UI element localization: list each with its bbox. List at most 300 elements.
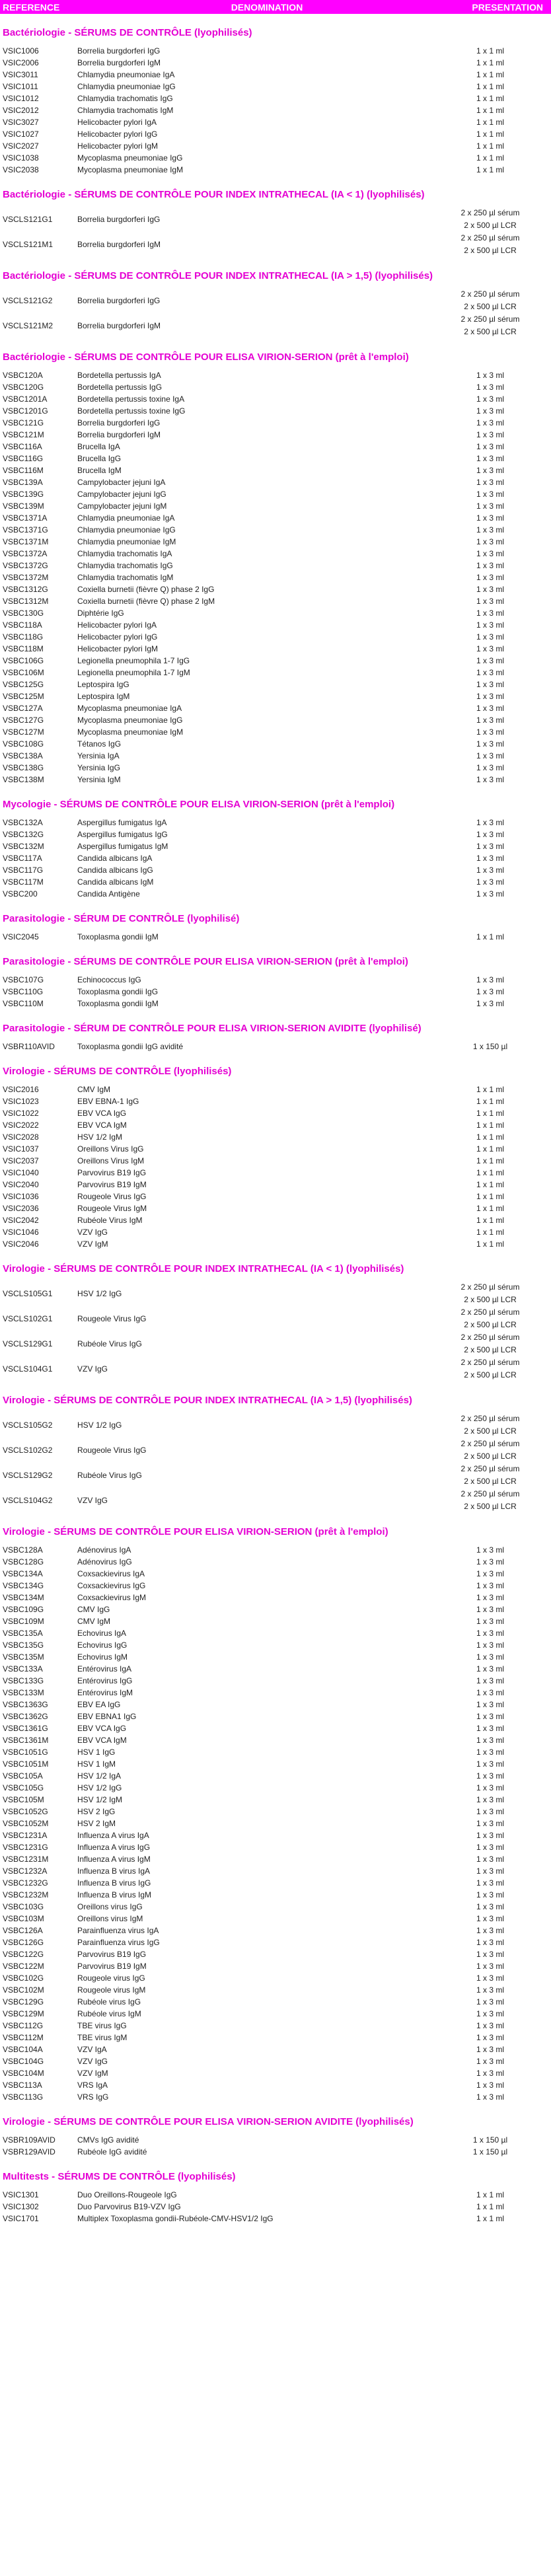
product-row bbox=[0, 405, 551, 417]
product-denomination: EBV VCA IgM bbox=[77, 1121, 127, 1130]
product-row bbox=[0, 1488, 551, 1513]
product-reference: VSIC1037 bbox=[3, 1144, 39, 1154]
product-presentation bbox=[447, 1331, 533, 1356]
product-denomination: Mycoplasma pneumoniae IgG bbox=[77, 716, 183, 725]
product-presentation: 1 x 3 ml bbox=[476, 1617, 504, 1626]
product-reference: VSIC1022 bbox=[3, 1109, 39, 1118]
table-header bbox=[0, 0, 551, 14]
product-presentation bbox=[447, 288, 533, 313]
product-denomination: Aspergillus fumigatus IgA bbox=[77, 818, 167, 827]
product-denomination: Coxiella burnetii (fièvre Q) phase 2 IgM bbox=[77, 597, 215, 606]
product-row bbox=[0, 313, 551, 338]
product-row bbox=[0, 1806, 551, 1818]
product-row bbox=[0, 2091, 551, 2103]
product-row bbox=[0, 140, 551, 152]
product-reference: VSBC133A bbox=[3, 1664, 43, 1674]
product-presentation bbox=[447, 232, 533, 257]
product-row bbox=[0, 1722, 551, 1734]
product-presentation: 1 x 1 ml bbox=[476, 1085, 504, 1094]
product-reference: VSBC117A bbox=[3, 854, 42, 863]
product-presentation: 1 x 3 ml bbox=[476, 1926, 504, 1935]
product-reference: VSCLS121M2 bbox=[3, 321, 54, 330]
product-reference: VSBC1051G bbox=[3, 1748, 48, 1757]
product-reference: VSBC132M bbox=[3, 842, 44, 851]
header-presentation: PRESENTATION bbox=[472, 1, 543, 13]
presentation-serum: 2 x 250 µl sérum bbox=[460, 1358, 520, 1367]
presentation-lcr: 2 x 500 µl LCR bbox=[464, 1502, 517, 1511]
product-row bbox=[0, 2201, 551, 2213]
presentation-lcr: 2 x 500 µl LCR bbox=[464, 327, 517, 336]
product-presentation: 1 x 3 ml bbox=[476, 1748, 504, 1757]
product-reference: VSBC132G bbox=[3, 830, 44, 839]
product-presentation: 1 x 1 ml bbox=[476, 1156, 504, 1165]
product-reference: VSBC1231A bbox=[3, 1831, 48, 1840]
product-denomination: Helicobacter pylori IgA bbox=[77, 620, 157, 630]
product-reference: VSBC133G bbox=[3, 1676, 44, 1685]
product-reference: VSBC105A bbox=[3, 1771, 43, 1781]
product-reference: VSCLS129G1 bbox=[3, 1339, 53, 1348]
product-reference: VSBC138M bbox=[3, 775, 44, 784]
product-denomination: TBE virus IgM bbox=[77, 2033, 128, 2042]
header-reference: REFERENCE bbox=[3, 1, 60, 13]
product-presentation: 1 x 3 ml bbox=[476, 854, 504, 863]
product-row bbox=[0, 1782, 551, 1794]
product-presentation: 1 x 3 ml bbox=[476, 1973, 504, 1983]
product-reference: VSBC130G bbox=[3, 608, 44, 618]
product-reference: VSIC1012 bbox=[3, 94, 39, 103]
product-denomination: Mycoplasma pneumoniae IgA bbox=[77, 704, 182, 713]
product-row bbox=[0, 1699, 551, 1711]
product-row bbox=[0, 92, 551, 104]
product-denomination: HSV 1 IgG bbox=[77, 1748, 116, 1757]
section-title: Multitests - SÉRUMS DE CONTRÔLE (lyophilisés) bbox=[3, 2171, 236, 2182]
product-presentation: 1 x 3 ml bbox=[476, 383, 504, 392]
product-row bbox=[0, 81, 551, 92]
product-row bbox=[0, 1734, 551, 1746]
product-row bbox=[0, 1084, 551, 1095]
product-presentation: 1 x 1 ml bbox=[476, 46, 504, 55]
product-row bbox=[0, 1568, 551, 1580]
product-presentation: 1 x 3 ml bbox=[476, 1700, 504, 1709]
product-row bbox=[0, 1592, 551, 1603]
product-row bbox=[0, 207, 551, 232]
product-reference: VSBC129M bbox=[3, 2009, 44, 2018]
product-reference: VSBC129G bbox=[3, 1997, 44, 2006]
product-row bbox=[0, 1281, 551, 1306]
product-denomination: HSV 1/2 IgG bbox=[77, 1289, 122, 1298]
product-denomination: Helicobacter pylori IgM bbox=[77, 644, 159, 653]
product-denomination: Rubéole virus IgG bbox=[77, 1997, 141, 2006]
presentation-lcr: 2 x 500 µl LCR bbox=[464, 1345, 517, 1354]
catalog-section bbox=[0, 945, 551, 1010]
catalog-section bbox=[0, 788, 551, 900]
product-row bbox=[0, 1041, 551, 1052]
product-reference: VSBC133M bbox=[3, 1688, 44, 1697]
product-presentation: 1 x 1 ml bbox=[476, 1144, 504, 1154]
product-reference: VSBC128A bbox=[3, 1545, 43, 1555]
product-denomination: VRS IgG bbox=[77, 2092, 109, 2102]
product-presentation: 1 x 3 ml bbox=[476, 1724, 504, 1733]
product-denomination: Toxoplasma gondii IgG bbox=[77, 987, 159, 996]
product-row bbox=[0, 702, 551, 714]
product-row bbox=[0, 1167, 551, 1179]
product-presentation: 1 x 3 ml bbox=[476, 430, 504, 439]
product-row bbox=[0, 128, 551, 140]
product-reference: VSCLS104G2 bbox=[3, 1496, 53, 1505]
product-denomination: EBV VCA IgG bbox=[77, 1109, 127, 1118]
product-row bbox=[0, 1413, 551, 1438]
product-presentation: 1 x 3 ml bbox=[476, 1866, 504, 1876]
product-denomination: Borrelia burgdorferi IgM bbox=[77, 430, 161, 439]
product-presentation: 1 x 1 ml bbox=[476, 129, 504, 139]
product-denomination: EBV EBNA-1 IgG bbox=[77, 1097, 139, 1106]
product-reference: VSBC116A bbox=[3, 442, 42, 451]
product-reference: VSIC2016 bbox=[3, 1085, 39, 1094]
product-presentation: 1 x 3 ml bbox=[476, 478, 504, 487]
product-presentation: 1 x 1 ml bbox=[476, 1121, 504, 1130]
product-denomination: Coxsackievirus IgM bbox=[77, 1593, 147, 1602]
product-denomination: CMV IgM bbox=[77, 1617, 111, 1626]
product-presentation: 1 x 1 ml bbox=[476, 1216, 504, 1225]
product-presentation: 1 x 3 ml bbox=[476, 987, 504, 996]
product-reference: VSBC120A bbox=[3, 371, 43, 380]
presentation-serum: 2 x 250 µl sérum bbox=[460, 233, 520, 242]
product-reference: VSBC107G bbox=[3, 975, 44, 984]
section-title: Virologie - SÉRUMS DE CONTRÔLE POUR ELISA VIRION-SERION AVIDITE (lyophilisés) bbox=[3, 2116, 414, 2127]
product-presentation: 1 x 3 ml bbox=[476, 2021, 504, 2030]
product-row bbox=[0, 69, 551, 81]
product-presentation: 1 x 1 ml bbox=[476, 1168, 504, 1177]
product-reference: VSIC2037 bbox=[3, 1156, 39, 1165]
product-reference: VSBC110M bbox=[3, 999, 44, 1008]
product-row bbox=[0, 1356, 551, 1381]
product-row bbox=[0, 1627, 551, 1639]
product-presentation: 1 x 3 ml bbox=[476, 2045, 504, 2054]
product-denomination: Diphtérie IgG bbox=[77, 608, 124, 618]
product-row bbox=[0, 864, 551, 876]
product-presentation: 1 x 1 ml bbox=[476, 932, 504, 941]
product-denomination: Aspergillus fumigatus IgM bbox=[77, 842, 168, 851]
product-presentation: 1 x 3 ml bbox=[476, 1878, 504, 1888]
presentation-lcr: 2 x 500 µl LCR bbox=[464, 1370, 517, 1380]
section-title: Virologie - SÉRUMS DE CONTRÔLE POUR INDEX INTRATHECAL (IA > 1,5) (lyophilisés) bbox=[3, 1395, 412, 1406]
product-denomination: Influenza A virus IgM bbox=[77, 1855, 151, 1864]
product-presentation: 1 x 3 ml bbox=[476, 1843, 504, 1852]
product-row bbox=[0, 631, 551, 643]
product-reference: VSBC117G bbox=[3, 865, 44, 875]
product-presentation: 1 x 3 ml bbox=[476, 2033, 504, 2042]
product-reference: VSBC1362G bbox=[3, 1712, 48, 1721]
catalog-section bbox=[0, 341, 551, 786]
product-row bbox=[0, 1865, 551, 1877]
product-denomination: Coxsackievirus IgA bbox=[77, 1569, 145, 1578]
product-presentation: 1 x 3 ml bbox=[476, 608, 504, 618]
product-presentation: 1 x 3 ml bbox=[476, 842, 504, 851]
product-reference: VSIC1006 bbox=[3, 46, 39, 55]
product-reference: VSBC1312M bbox=[3, 597, 49, 606]
product-denomination: Campylobacter jejuni IgA bbox=[77, 478, 166, 487]
product-reference: VSBC112M bbox=[3, 2033, 44, 2042]
product-denomination: Candida albicans IgG bbox=[77, 865, 153, 875]
product-reference: VSBC113G bbox=[3, 2092, 44, 2102]
product-reference: VSIC1046 bbox=[3, 1228, 39, 1237]
product-denomination: Brucella IgA bbox=[77, 442, 120, 451]
product-row bbox=[0, 476, 551, 488]
product-presentation: 1 x 3 ml bbox=[476, 418, 504, 427]
product-presentation: 1 x 3 ml bbox=[476, 1914, 504, 1923]
product-presentation: 1 x 3 ml bbox=[476, 537, 504, 546]
product-row bbox=[0, 583, 551, 595]
product-reference: VSIC1027 bbox=[3, 129, 39, 139]
product-row bbox=[0, 571, 551, 583]
product-reference: VSIC1038 bbox=[3, 153, 39, 163]
product-presentation: 1 x 3 ml bbox=[476, 656, 504, 665]
product-presentation: 1 x 3 ml bbox=[476, 406, 504, 416]
product-reference: VSBC1371G bbox=[3, 525, 48, 534]
product-row bbox=[0, 1889, 551, 1901]
product-presentation: 1 x 3 ml bbox=[476, 1831, 504, 1840]
product-presentation: 1 x 3 ml bbox=[476, 573, 504, 582]
product-presentation: 1 x 3 ml bbox=[476, 2009, 504, 2018]
product-row bbox=[0, 524, 551, 536]
product-row bbox=[0, 888, 551, 900]
product-row bbox=[0, 1758, 551, 1770]
product-presentation: 1 x 1 ml bbox=[476, 1239, 504, 1249]
product-row bbox=[0, 2020, 551, 2032]
product-row bbox=[0, 369, 551, 381]
product-presentation: 1 x 3 ml bbox=[476, 1664, 504, 1674]
product-presentation: 1 x 1 ml bbox=[476, 141, 504, 151]
presentation-lcr: 2 x 500 µl LCR bbox=[464, 221, 517, 230]
product-denomination: Chlamydia pneumoniae IgG bbox=[77, 82, 176, 91]
product-row bbox=[0, 1960, 551, 1972]
product-reference: VSIC2027 bbox=[3, 141, 39, 151]
product-row bbox=[0, 667, 551, 679]
product-presentation: 1 x 3 ml bbox=[476, 371, 504, 380]
product-denomination: HSV 1 IgM bbox=[77, 1759, 116, 1769]
product-denomination: Influenza B virus IgM bbox=[77, 1890, 152, 1899]
product-presentation bbox=[447, 1413, 533, 1438]
product-denomination: Rougeole virus IgG bbox=[77, 1973, 145, 1983]
product-row bbox=[0, 876, 551, 888]
product-presentation: 1 x 3 ml bbox=[476, 632, 504, 642]
product-row bbox=[0, 464, 551, 476]
product-reference: VSBC1052G bbox=[3, 1807, 48, 1816]
product-reference: VSBC1372M bbox=[3, 573, 49, 582]
product-presentation: 1 x 3 ml bbox=[476, 1688, 504, 1697]
product-row bbox=[0, 560, 551, 571]
product-reference: VSBC108G bbox=[3, 739, 44, 749]
product-denomination: Candida albicans IgM bbox=[77, 877, 154, 887]
presentation-serum: 2 x 250 µl sérum bbox=[460, 1489, 520, 1498]
product-reference: VSBC135M bbox=[3, 1652, 44, 1662]
product-reference: VSBC127G bbox=[3, 716, 44, 725]
product-reference: VSBC102G bbox=[3, 1973, 44, 1983]
product-denomination: HSV 1/2 IgG bbox=[77, 1783, 122, 1792]
product-presentation: 1 x 3 ml bbox=[476, 704, 504, 713]
presentation-serum: 2 x 250 µl sérum bbox=[460, 1439, 520, 1448]
product-reference: VSIC2006 bbox=[3, 58, 39, 67]
product-reference: VSBC122G bbox=[3, 1950, 44, 1959]
product-reference: VSBC126G bbox=[3, 1938, 44, 1947]
product-denomination: Tétanos IgG bbox=[77, 739, 122, 749]
product-denomination: Oreillons Virus IgM bbox=[77, 1156, 145, 1165]
product-presentation: 1 x 1 ml bbox=[476, 106, 504, 115]
product-denomination: VZV IgM bbox=[77, 2069, 108, 2078]
product-denomination: VRS IgA bbox=[77, 2080, 108, 2090]
product-presentation: 1 x 3 ml bbox=[476, 1950, 504, 1959]
section-title: Bactériologie - SÉRUMS DE CONTRÔLE POUR INDEX INTRATHECAL (IA > 1,5) (lyophilisés) bbox=[3, 270, 433, 281]
product-presentation: 1 x 3 ml bbox=[476, 1557, 504, 1566]
product-row bbox=[0, 974, 551, 986]
product-denomination: EBV VCA IgG bbox=[77, 1724, 127, 1733]
product-reference: VSBC118G bbox=[3, 632, 44, 642]
product-presentation: 1 x 3 ml bbox=[476, 1819, 504, 1828]
product-presentation: 1 x 1 ml bbox=[476, 58, 504, 67]
product-presentation bbox=[447, 1438, 533, 1463]
product-reference: VSBC135A bbox=[3, 1629, 43, 1638]
product-presentation: 1 x 3 ml bbox=[476, 1902, 504, 1911]
product-presentation: 1 x 3 ml bbox=[476, 620, 504, 630]
product-presentation: 1 x 3 ml bbox=[476, 2080, 504, 2090]
product-denomination: Borrelia burgdorferi IgM bbox=[77, 240, 161, 249]
product-presentation: 1 x 3 ml bbox=[476, 1890, 504, 1899]
header-denomination: DENOMINATION bbox=[231, 1, 303, 13]
product-presentation: 1 x 3 ml bbox=[476, 525, 504, 534]
product-denomination: Candida albicans IgA bbox=[77, 854, 153, 863]
product-presentation: 1 x 3 ml bbox=[476, 680, 504, 689]
product-row bbox=[0, 1155, 551, 1167]
product-reference: VSBC104A bbox=[3, 2045, 43, 2054]
product-presentation: 1 x 3 ml bbox=[476, 2069, 504, 2078]
product-denomination: Helicobacter pylori IgM bbox=[77, 141, 159, 151]
product-denomination: VZV IgM bbox=[77, 1239, 108, 1249]
product-presentation: 1 x 1 ml bbox=[476, 2214, 504, 2223]
product-denomination: Borrelia burgdorferi IgM bbox=[77, 321, 161, 330]
product-reference: VSBC121G bbox=[3, 418, 44, 427]
product-reference: VSBC117M bbox=[3, 877, 44, 887]
product-denomination: Mycoplasma pneumoniae IgG bbox=[77, 153, 183, 163]
product-denomination: Chlamydia trachomatis IgG bbox=[77, 94, 173, 103]
product-row bbox=[0, 1651, 551, 1663]
product-row bbox=[0, 1996, 551, 2008]
product-reference: VSBR109AVID bbox=[3, 2135, 55, 2145]
product-denomination: VZV IgA bbox=[77, 2045, 107, 2054]
product-row bbox=[0, 393, 551, 405]
product-denomination: EBV EBNA1 IgG bbox=[77, 1712, 137, 1721]
product-row bbox=[0, 1675, 551, 1687]
product-presentation: 1 x 1 ml bbox=[476, 70, 504, 79]
product-denomination: Borrelia burgdorferi IgG bbox=[77, 418, 161, 427]
product-row bbox=[0, 986, 551, 998]
product-reference: VSBC125M bbox=[3, 692, 44, 701]
product-presentation bbox=[447, 1281, 533, 1306]
product-reference: VSBC200 bbox=[3, 889, 38, 899]
product-presentation: 1 x 1 ml bbox=[476, 2190, 504, 2199]
product-reference: VSBC134G bbox=[3, 1581, 44, 1590]
product-denomination: Influenza B virus IgG bbox=[77, 1878, 151, 1888]
catalog-section bbox=[0, 1516, 551, 2103]
product-row bbox=[0, 1463, 551, 1488]
product-reference: VSBC1052M bbox=[3, 1819, 49, 1828]
product-row bbox=[0, 1746, 551, 1758]
product-denomination: Borrelia burgdorferi IgG bbox=[77, 296, 161, 305]
product-row bbox=[0, 2032, 551, 2043]
product-denomination: Parvovirus B19 IgM bbox=[77, 1962, 147, 1971]
product-reference: VSBC135G bbox=[3, 1640, 44, 1650]
product-row bbox=[0, 1853, 551, 1865]
product-denomination: Helicobacter pylori IgG bbox=[77, 632, 158, 642]
product-row bbox=[0, 643, 551, 655]
product-denomination: Coxiella burnetii (fièvre Q) phase 2 IgG bbox=[77, 585, 215, 594]
product-row bbox=[0, 1214, 551, 1226]
product-row bbox=[0, 1770, 551, 1782]
product-row bbox=[0, 2213, 551, 2225]
product-denomination: VZV IgG bbox=[77, 1228, 108, 1237]
product-denomination: Rougeole virus IgM bbox=[77, 1985, 146, 1995]
product-denomination: Duo Parvovirus B19-VZV IgG bbox=[77, 2202, 181, 2211]
product-denomination: Adénovirus IgG bbox=[77, 1557, 132, 1566]
product-presentation: 1 x 150 µl bbox=[472, 2135, 508, 2145]
product-denomination: Rougeole Virus IgG bbox=[77, 1446, 147, 1455]
product-denomination: Chlamydia trachomatis IgA bbox=[77, 549, 172, 558]
product-reference: VSBC105G bbox=[3, 1783, 44, 1792]
product-denomination: Influenza A virus IgA bbox=[77, 1831, 149, 1840]
product-presentation: 1 x 1 ml bbox=[476, 2202, 504, 2211]
product-presentation: 1 x 1 ml bbox=[476, 82, 504, 91]
product-row bbox=[0, 1107, 551, 1119]
product-reference: VSBC128G bbox=[3, 1557, 44, 1566]
product-presentation: 1 x 3 ml bbox=[476, 1545, 504, 1555]
product-denomination: Chlamydia pneumoniae IgM bbox=[77, 537, 176, 546]
product-reference: VSBC110G bbox=[3, 987, 44, 996]
product-reference: VSBC103G bbox=[3, 1902, 44, 1911]
product-presentation bbox=[447, 1356, 533, 1381]
product-presentation: 1 x 1 ml bbox=[476, 1204, 504, 1213]
product-presentation: 1 x 3 ml bbox=[476, 1783, 504, 1792]
product-reference: VSBC1312G bbox=[3, 585, 48, 594]
product-presentation: 1 x 3 ml bbox=[476, 2092, 504, 2102]
product-reference: VSIC3011 bbox=[3, 70, 38, 79]
product-presentation: 1 x 3 ml bbox=[476, 513, 504, 523]
product-presentation: 1 x 3 ml bbox=[476, 1985, 504, 1995]
product-reference: VSIC1011 bbox=[3, 82, 38, 91]
presentation-lcr: 2 x 500 µl LCR bbox=[464, 1452, 517, 1461]
product-reference: VSIC2046 bbox=[3, 1239, 39, 1249]
presentation-lcr: 2 x 500 µl LCR bbox=[464, 1426, 517, 1436]
product-row bbox=[0, 1603, 551, 1615]
product-reference: VSIC2042 bbox=[3, 1216, 39, 1225]
product-reference: VSBC1232G bbox=[3, 1878, 48, 1888]
product-presentation: 1 x 1 ml bbox=[476, 1132, 504, 1142]
product-row bbox=[0, 1877, 551, 1889]
product-denomination: VZV IgG bbox=[77, 1364, 108, 1374]
product-presentation: 1 x 3 ml bbox=[476, 1795, 504, 1804]
product-row bbox=[0, 1143, 551, 1155]
catalog-section bbox=[0, 1055, 551, 1250]
product-presentation: 1 x 3 ml bbox=[476, 1938, 504, 1947]
product-denomination: Legionella pneumophila 1-7 IgM bbox=[77, 668, 190, 677]
product-row bbox=[0, 536, 551, 548]
product-denomination: Candida Antigène bbox=[77, 889, 140, 899]
product-denomination: Parvovirus B19 IgG bbox=[77, 1168, 147, 1177]
product-row bbox=[0, 774, 551, 786]
product-reference: VSIC2040 bbox=[3, 1180, 39, 1189]
product-row bbox=[0, 750, 551, 762]
product-denomination: Chlamydia trachomatis IgG bbox=[77, 561, 173, 570]
section-title: Bactériologie - SÉRUMS DE CONTRÔLE POUR INDEX INTRATHECAL (IA < 1) (lyophilisés) bbox=[3, 189, 425, 200]
presentation-lcr: 2 x 500 µl LCR bbox=[464, 246, 517, 255]
